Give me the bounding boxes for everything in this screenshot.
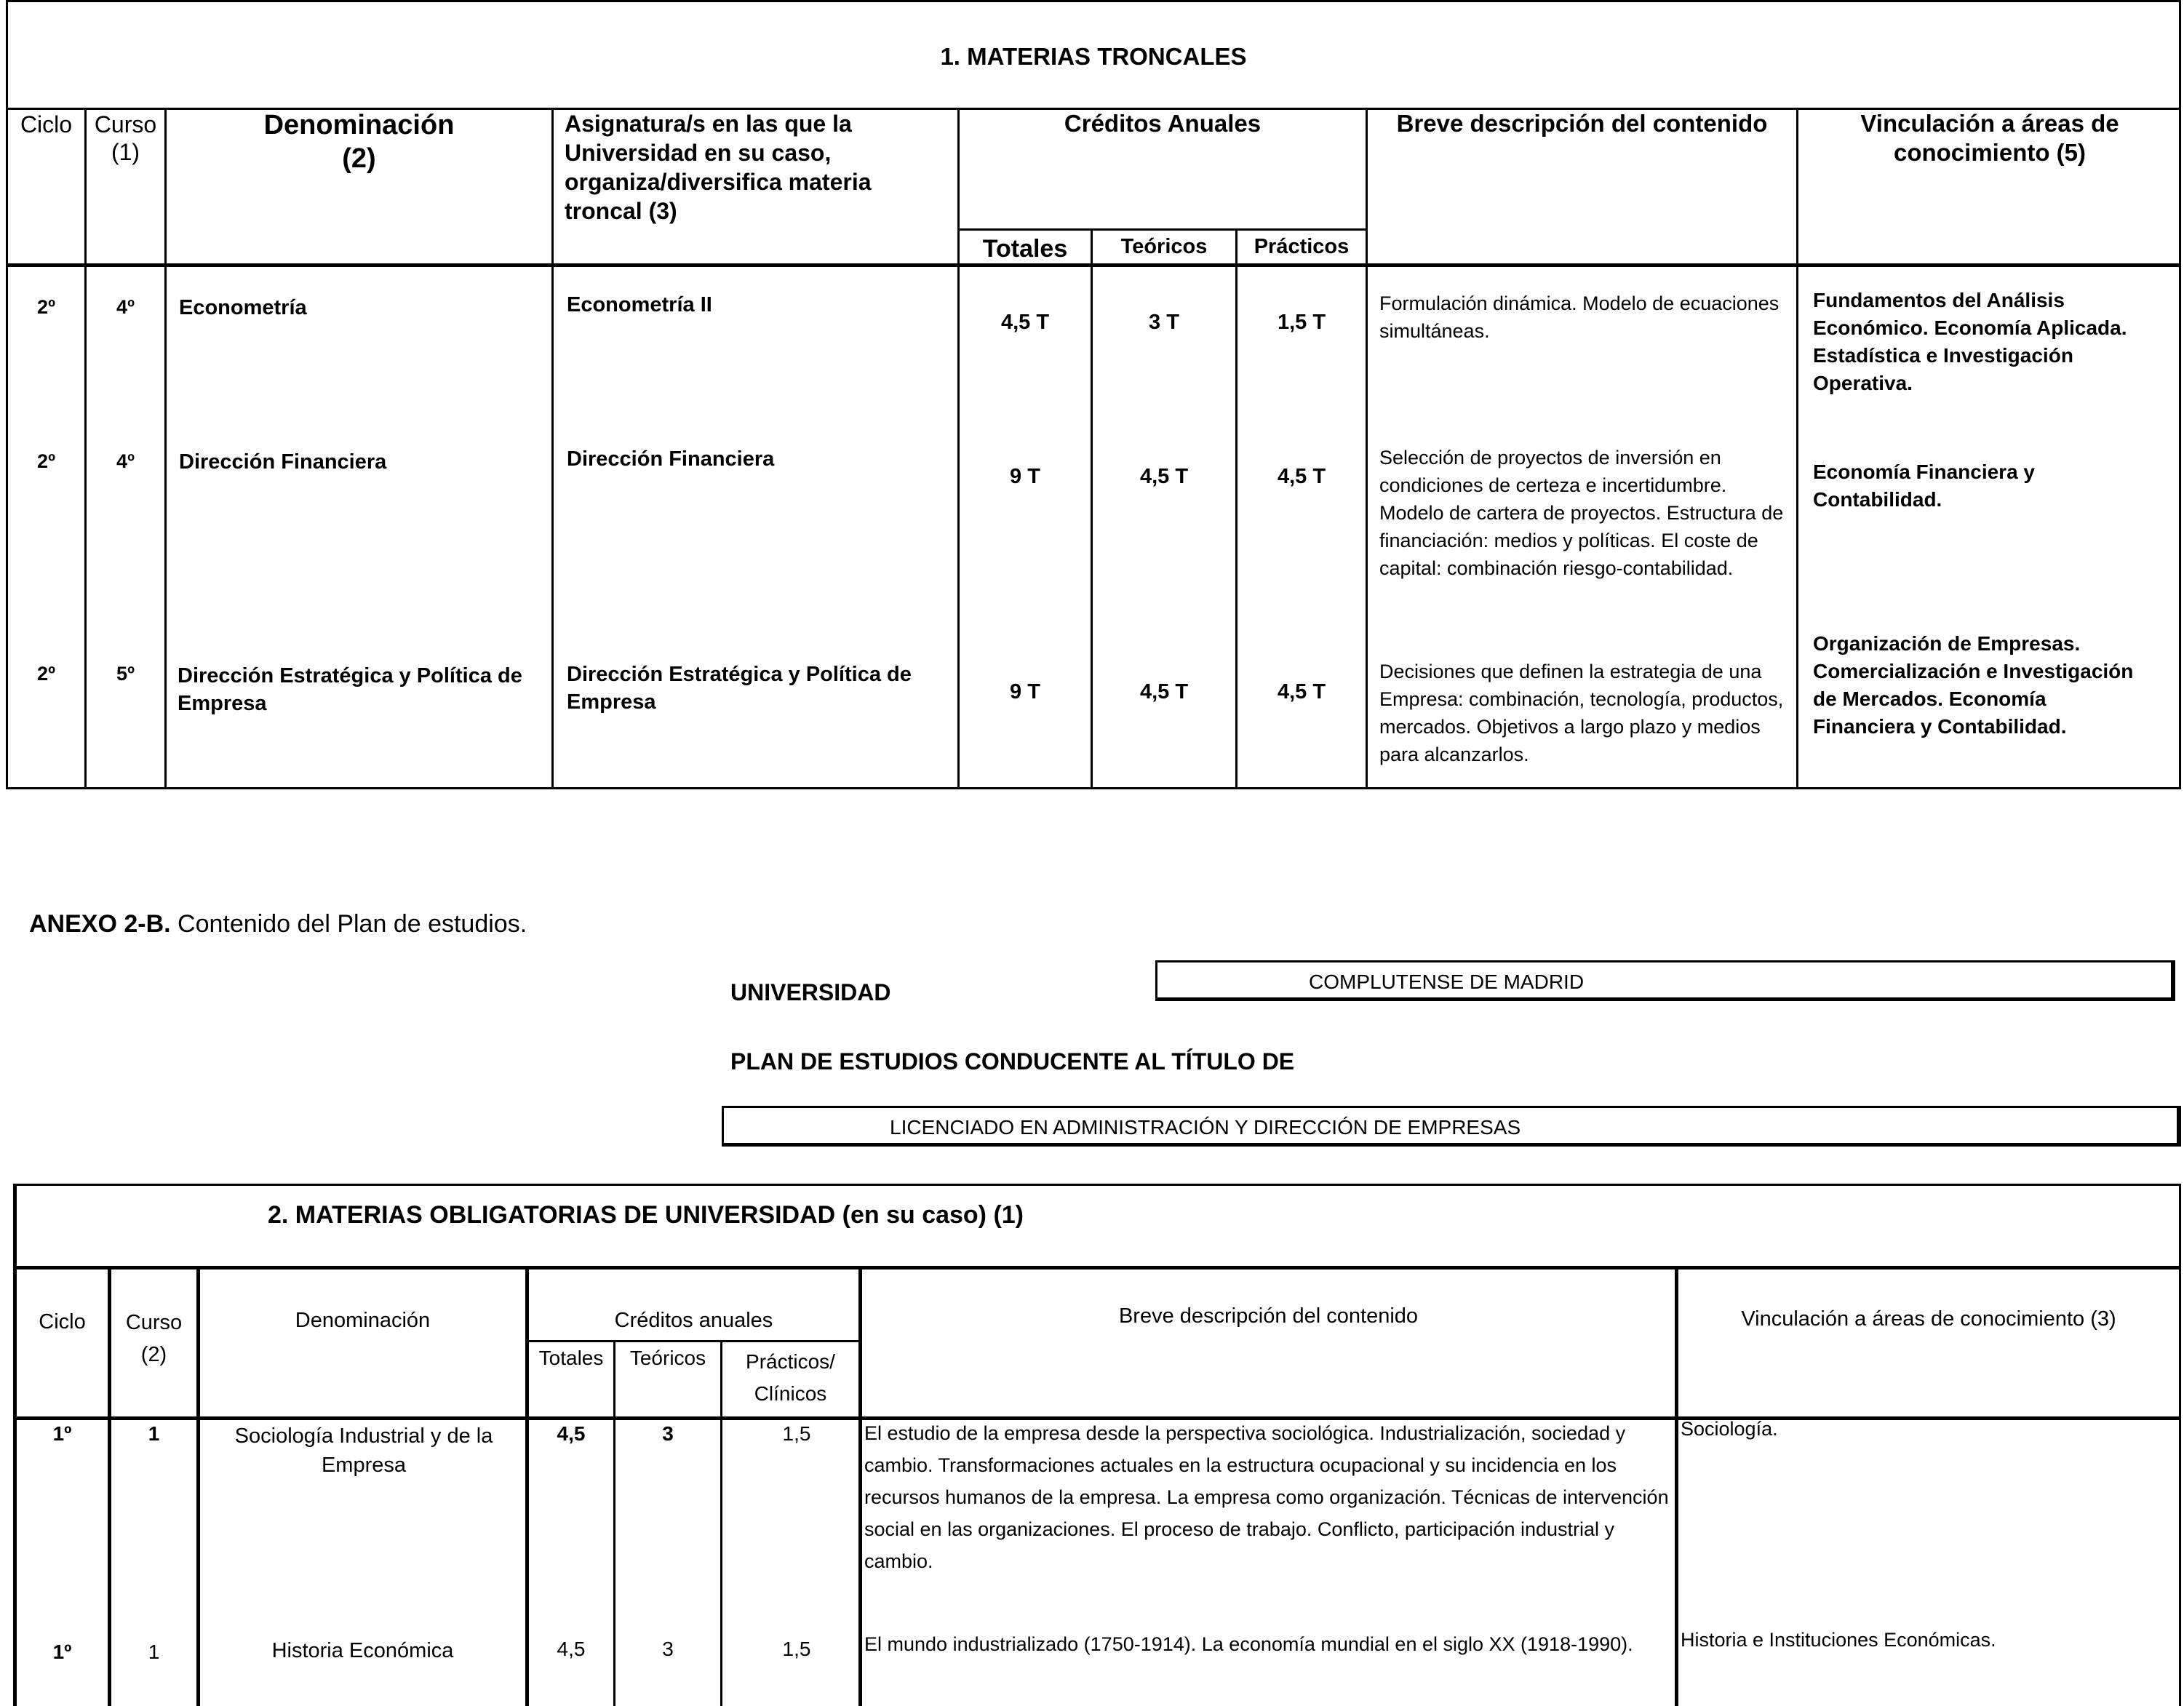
cell-practicos: 1,5 T — [1277, 311, 1326, 334]
annex-heading — [29, 909, 527, 939]
header-denominacion: Denominación (2) — [263, 110, 455, 174]
header-descripcion: Breve descripción del contenido — [1396, 110, 1768, 137]
cell-asignatura: Econometría II — [567, 293, 712, 316]
cell-totales: 9 T — [1010, 465, 1040, 488]
cell-totales: 4,5 — [557, 1422, 586, 1445]
cell-teoricos: 3 T — [1149, 311, 1179, 334]
annex-description: Contenido del Plan de estudios. — [178, 910, 527, 938]
universidad-field — [1155, 960, 2175, 1001]
cell-teoricos: 4,5 T — [1139, 465, 1189, 488]
table-title: 1. MATERIAS TRONCALES — [940, 43, 1247, 70]
cell-totales: 4,5 T — [1000, 311, 1050, 334]
universidad-value: COMPLUTENSE DE MADRID — [1309, 970, 1585, 993]
cell-descripcion: Decisiones que definen la estrategia de una Empresa: combinación, tecnología, productos, mercados. Objetivos a largo plazo y medios para alcanzarlos. — [1379, 661, 1784, 765]
cell-descripcion: El mundo industrializado (1750-1914). La economía mundial en el siglo XX (1918-1990). — [864, 1633, 1633, 1655]
header-asignatura: Asignatura/s en las que la Universidad en su caso, organiza/diversifica materia troncal (3) — [565, 111, 872, 224]
cell-teoricos: 4,5 T — [1139, 680, 1189, 703]
header-creditos: Créditos Anuales — [1064, 110, 1262, 137]
cell-vinculacion: Economía Financiera y Contabilidad. — [1813, 461, 2035, 511]
header-descripcion: Breve descripción del contenido — [1118, 1304, 1419, 1328]
cell-practicos: 4,5 T — [1277, 465, 1326, 488]
cell-descripcion: Formulación dinámica. Modelo de ecuaciones simultáneas. — [1379, 292, 1780, 342]
cell-denominacion: Dirección Financiera — [179, 450, 387, 474]
cell-practicos: 4,5 T — [1277, 680, 1326, 703]
cell-practicos: 1,5 — [782, 1638, 811, 1660]
cell-ciclo: 2º — [37, 296, 55, 318]
cell-curso: 1 — [148, 1422, 160, 1445]
cell-descripcion: Selección de proyectos de inversión en condiciones de certeza e incertidumbre. Modelo de cartera de proyectos. Estructura de financiación: medios y políticas. El coste de capital: combinación riesgo-contabilidad. — [1379, 447, 1784, 579]
header-curso: Curso (1) — [94, 111, 157, 166]
cell-vinculacion: Organización de Empresas. Comercialización e Investigación de Mercados. Economía Financiera y Contabilidad. — [1813, 632, 2134, 738]
header-teoricos: Teóricos — [629, 1347, 706, 1369]
header-creditos: Créditos anuales — [614, 1309, 773, 1332]
cell-denominacion: Historia Económica — [271, 1639, 454, 1662]
titulo-value: LICENCIADO EN ADMINISTRACIÓN Y DIRECCIÓN DE EMPRESAS — [890, 1116, 1521, 1139]
cell-denominacion: Sociología Industrial y de la Empresa — [234, 1424, 493, 1477]
cell-denominacion: Econometría — [179, 296, 307, 319]
cell-curso: 4º — [116, 450, 135, 472]
cell-asignatura: Dirección Financiera — [567, 447, 775, 471]
header-ciclo: Ciclo — [39, 1310, 86, 1334]
universidad-label: UNIVERSIDAD — [730, 979, 891, 1005]
cell-practicos: 1,5 — [782, 1422, 811, 1445]
annex-label: ANEXO 2-B. — [29, 910, 171, 938]
header-curso: Curso (2) — [125, 1311, 183, 1366]
cell-ciclo: 2º — [37, 450, 55, 472]
titulo-field — [722, 1106, 2181, 1147]
cell-curso: 4º — [116, 296, 135, 318]
header-vinculacion: Vinculación a áreas de conocimiento (3) — [1741, 1307, 2116, 1331]
header-teoricos: Teóricos — [1120, 235, 1208, 258]
cell-vinculacion: Sociología. — [1681, 1418, 1778, 1440]
cell-teoricos: 3 — [662, 1422, 674, 1445]
header-vinculacion: Vinculación a áreas de conocimiento (5) — [1860, 110, 2119, 166]
header-denominacion: Denominación — [295, 1309, 431, 1332]
cell-curso: 5º — [116, 663, 135, 685]
header-practicos: Prácticos/ Clínicos — [746, 1350, 835, 1405]
cell-curso: 1 — [148, 1641, 160, 1663]
cell-asignatura: Dirección Estratégica y Política de Empresa — [567, 663, 912, 714]
cell-totales: 4,5 — [557, 1638, 586, 1660]
header-ciclo: Ciclo — [20, 111, 73, 137]
header-practicos: Prácticos — [1254, 235, 1350, 258]
plan-label: PLAN DE ESTUDIOS CONDUCENTE AL TÍTULO DE — [730, 1048, 1295, 1075]
cell-descripcion: El estudio de la empresa desde la perspectiva sociológica. Industrialización, sociedad y cambio. Transformaciones actuales en la estructura ocupacional y su incidencia en los recursos humanos de la empresa. La empresa como organización. Técnicas de intervención social en las organizaciones. El proceso de trabajo. Conflicto, participación industrial y cambio. — [864, 1422, 1669, 1572]
cell-teoricos: 3 — [662, 1638, 674, 1660]
cell-vinculacion: Historia e Instituciones Económicas. — [1681, 1629, 1996, 1651]
cell-ciclo: 1º — [52, 1641, 72, 1663]
header-totales: Totales — [982, 235, 1068, 263]
cell-vinculacion: Fundamentos del Análisis Económico. Economía Aplicada. Estadística e Investigación Operativa. — [1813, 289, 2127, 394]
cell-ciclo: 1º — [52, 1422, 72, 1445]
cell-denominacion: Dirección Estratégica y Política de Empresa — [178, 664, 522, 715]
cell-totales: 9 T — [1010, 680, 1040, 703]
cell-ciclo: 2º — [37, 663, 55, 685]
header-totales: Totales — [538, 1347, 604, 1369]
table-title: 2. MATERIAS OBLIGATORIAS DE UNIVERSIDAD (en su caso) (1) — [268, 1201, 1024, 1229]
